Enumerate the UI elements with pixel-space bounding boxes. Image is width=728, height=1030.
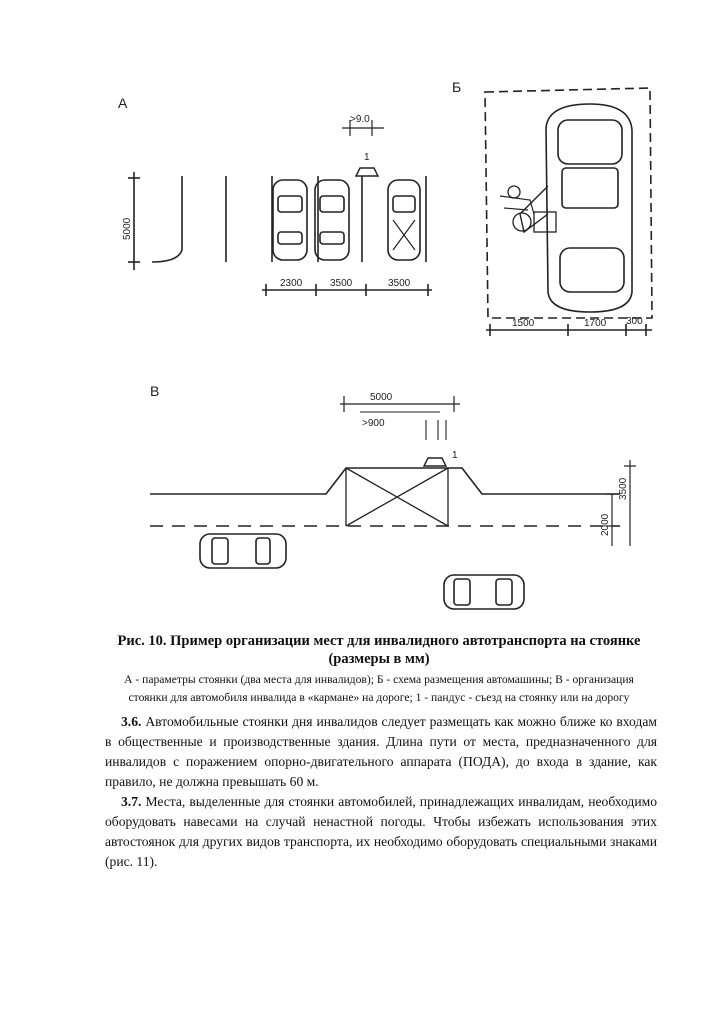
panel-a-label: А <box>118 95 128 111</box>
paragraph-number: 3.6. <box>121 714 142 729</box>
panel-a-top-dim: >9.0 <box>350 114 370 125</box>
panel-a-callout: 1 <box>364 152 370 163</box>
panel-a-width-1: 2300 <box>280 278 303 289</box>
panel-v-top-dim: 5000 <box>370 392 393 403</box>
panel-a-scheme <box>128 120 432 296</box>
figure-caption-subtitle <box>96 671 662 707</box>
panel-v-sub-dim: >900 <box>362 418 385 429</box>
paragraph-3-7 <box>105 792 657 872</box>
panel-a-height-dim: 5000 <box>122 217 133 240</box>
caption-sub-line-1: А - параметры стоянки (два места для инвалидов); Б - схема размещения автомашины; В - организация <box>124 673 634 686</box>
caption-title-line-1: Рис. 10. Пример организации мест для инвалидного автотранспорта на стоянке <box>117 633 641 649</box>
paragraph-number: 3.7. <box>121 794 142 809</box>
caption-title-line-2: (размеры в мм) <box>328 651 430 667</box>
panel-a-width-3: 3500 <box>388 278 411 289</box>
panel-b-width-3: 300 <box>626 316 643 327</box>
body-text <box>105 712 657 872</box>
panel-v-scheme <box>150 396 636 609</box>
paragraph-text: Места, выделенные для стоянки автомобилей, принадлежащих инвалидам, необходимо оборудовать навесами на случай ненастной погоды. Чтобы избежать использования этих автостоянок для других видов транспорта, их необходимо оборудовать специальными знаками (рис. 11). <box>105 794 657 869</box>
car-a2 <box>315 180 349 260</box>
figure-caption-title <box>96 632 662 668</box>
panel-v-side-dim-1: 2000 <box>600 513 611 536</box>
panel-v-side-dim-2: 3500 <box>618 477 629 500</box>
paragraph-text: Автомобильные стоянки дня инвалидов следует размещать как можно ближе ко входам в общественные и производственные здания. Длина пути от места, предназначенного для инвалидов с поражением опорно-двигательного аппарата (ПОДА), до входа в здание, как правило, не должна превышать 60 м. <box>105 714 657 789</box>
car-v1 <box>200 534 286 568</box>
paragraph-3-6 <box>105 712 657 792</box>
panel-a-width-2: 3500 <box>330 278 353 289</box>
caption-sub-line-2: стоянки для автомобиля инвалида в «кармане» на дороге; 1 - пандус - съезд на стоянку или на дорогу <box>128 691 630 704</box>
panel-v-callout: 1 <box>452 450 458 461</box>
car-a3 <box>388 180 420 260</box>
panel-b-scheme <box>485 88 652 336</box>
panel-b-width-2: 1700 <box>584 318 607 329</box>
car-v2 <box>444 575 524 609</box>
car-a1 <box>273 180 307 260</box>
panel-b-label: Б <box>452 79 462 95</box>
panel-b-width-1: 1500 <box>512 318 535 329</box>
panel-v-label: В <box>150 383 160 399</box>
